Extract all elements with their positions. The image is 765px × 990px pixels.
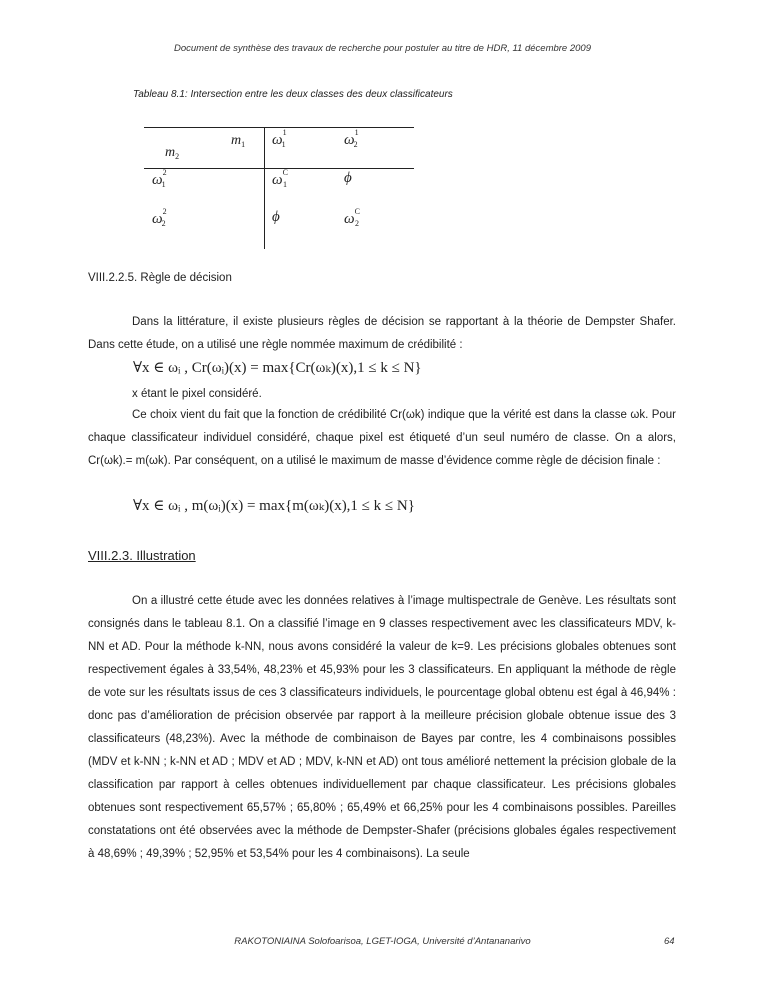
omega-1-2: $\omega^1_2$ bbox=[344, 128, 359, 149]
page-header: Document de synthèse des travaux de recherche pour postuler au titre de HDR, 11 décembre 2009 bbox=[173, 43, 591, 54]
phi-cell-1: ϕ bbox=[344, 170, 352, 186]
table-header-rule bbox=[144, 168, 414, 169]
omega-c-2: $\omega^C_2$ bbox=[344, 207, 360, 228]
formula-mass: ∀x ∈ ωᵢ , m(ωᵢ)(x) = max{m(ωₖ)(x),1 ≤ k ≤ N} bbox=[133, 498, 415, 514]
paragraph-decision-choice: Ce choix vient du fait que la fonction de crédibilité Cr(ωk) indique que la vérité est dans la classe ωk. Pour chaque classificateur individuel considéré, chaque pixel est étiqueté d’un seul numéro de classe. On a alors, Cr(ωk).= m(ωk). Par conséquent, on a utilisé le maximum de masse d’évidence comme règle de décision finale : bbox=[88, 409, 676, 467]
phi-cell-2: ϕ bbox=[272, 209, 280, 225]
omega-2-1: $\omega^2_1$ bbox=[152, 168, 167, 189]
omega-c-1: $\omega^C_1$ bbox=[272, 168, 288, 189]
paragraph-decision-intro: Dans la littérature, il existe plusieurs règles de décision se rapportant à la théorie de Dempster Shafer. Dans cette étude, on a utilisé une règle nommée maximum de crédibilité : bbox=[88, 316, 676, 351]
omega-1-1: $\omega^1_1$ bbox=[272, 128, 287, 149]
footer-author: RAKOTONIAINA Solofoarisoa, LGET-IOGA, Université d’Antananarivo bbox=[234, 936, 531, 947]
section-title-decision-rule: VIII.2.2.5. Règle de décision bbox=[88, 272, 232, 284]
table-vertical-rule bbox=[264, 127, 265, 249]
m2-label: $m_2$ bbox=[165, 145, 180, 161]
page-number: 64 bbox=[664, 936, 675, 947]
omega-2-2: $\omega^2_2$ bbox=[152, 207, 167, 228]
m1-label: $m_1$ bbox=[231, 133, 246, 149]
table-caption: Tableau 8.1: Intersection entre les deux classes des deux classificateurs bbox=[133, 89, 453, 100]
paragraph-pixel: x étant le pixel considéré. bbox=[132, 388, 262, 400]
table-top-rule bbox=[144, 127, 414, 128]
paragraph-illustration: On a illustré cette étude avec les données relatives à l’image multispectrale de Genève. Les résultats sont consignés dans le tableau 8.1. On a classifié l’image en 9 classes respectivement avec les classificateurs MDV, k-NN et AD. Pour la méthode k-NN, nous avons considéré la valeur de k=9. Les précisions globales obtenues sont respectivement égales à 33,54%, 48,23% et 45,93% pour les 3 classificateurs. En appliquant la méthode de règle de vote sur les résultats issus de ces 3 classificateurs individuels, le pourcentage global obtenu est égal à 46,94% : donc pas d’amélioration de précision observée par rapport à la meilleure précision globale obtenue issue des 3 classificateurs (48,23%). Avec la méthode de combinaison de Bayes par contre, les 4 combinaisons possibles (MDV et k-NN ; k-NN et AD ; MDV et AD ; MDV, k-NN et AD) ont tous amélioré nettement la précision globale de la classification par rapport à celles obtenues individuellement par chaque classificateur. Les précisions globales obtenues sont respectivement 65,57% ; 65,80% ; 65,49% et 66,25% pour les 4 combinaisons possibles. Pareilles constatations ont été observées avec la méthode de Dempster-Shafer (précisions globales égales respectivement à 48,69% ; 49,39% ; 52,95% et 53,54% pour les 4 combinaisons). La seule bbox=[88, 595, 676, 860]
formula-credibility: ∀x ∈ ωᵢ , Cr(ωᵢ)(x) = max{Cr(ωₖ)(x),1 ≤ k ≤ N} bbox=[133, 360, 422, 376]
section-title-illustration: VIII.2.3. Illustration bbox=[88, 548, 196, 563]
